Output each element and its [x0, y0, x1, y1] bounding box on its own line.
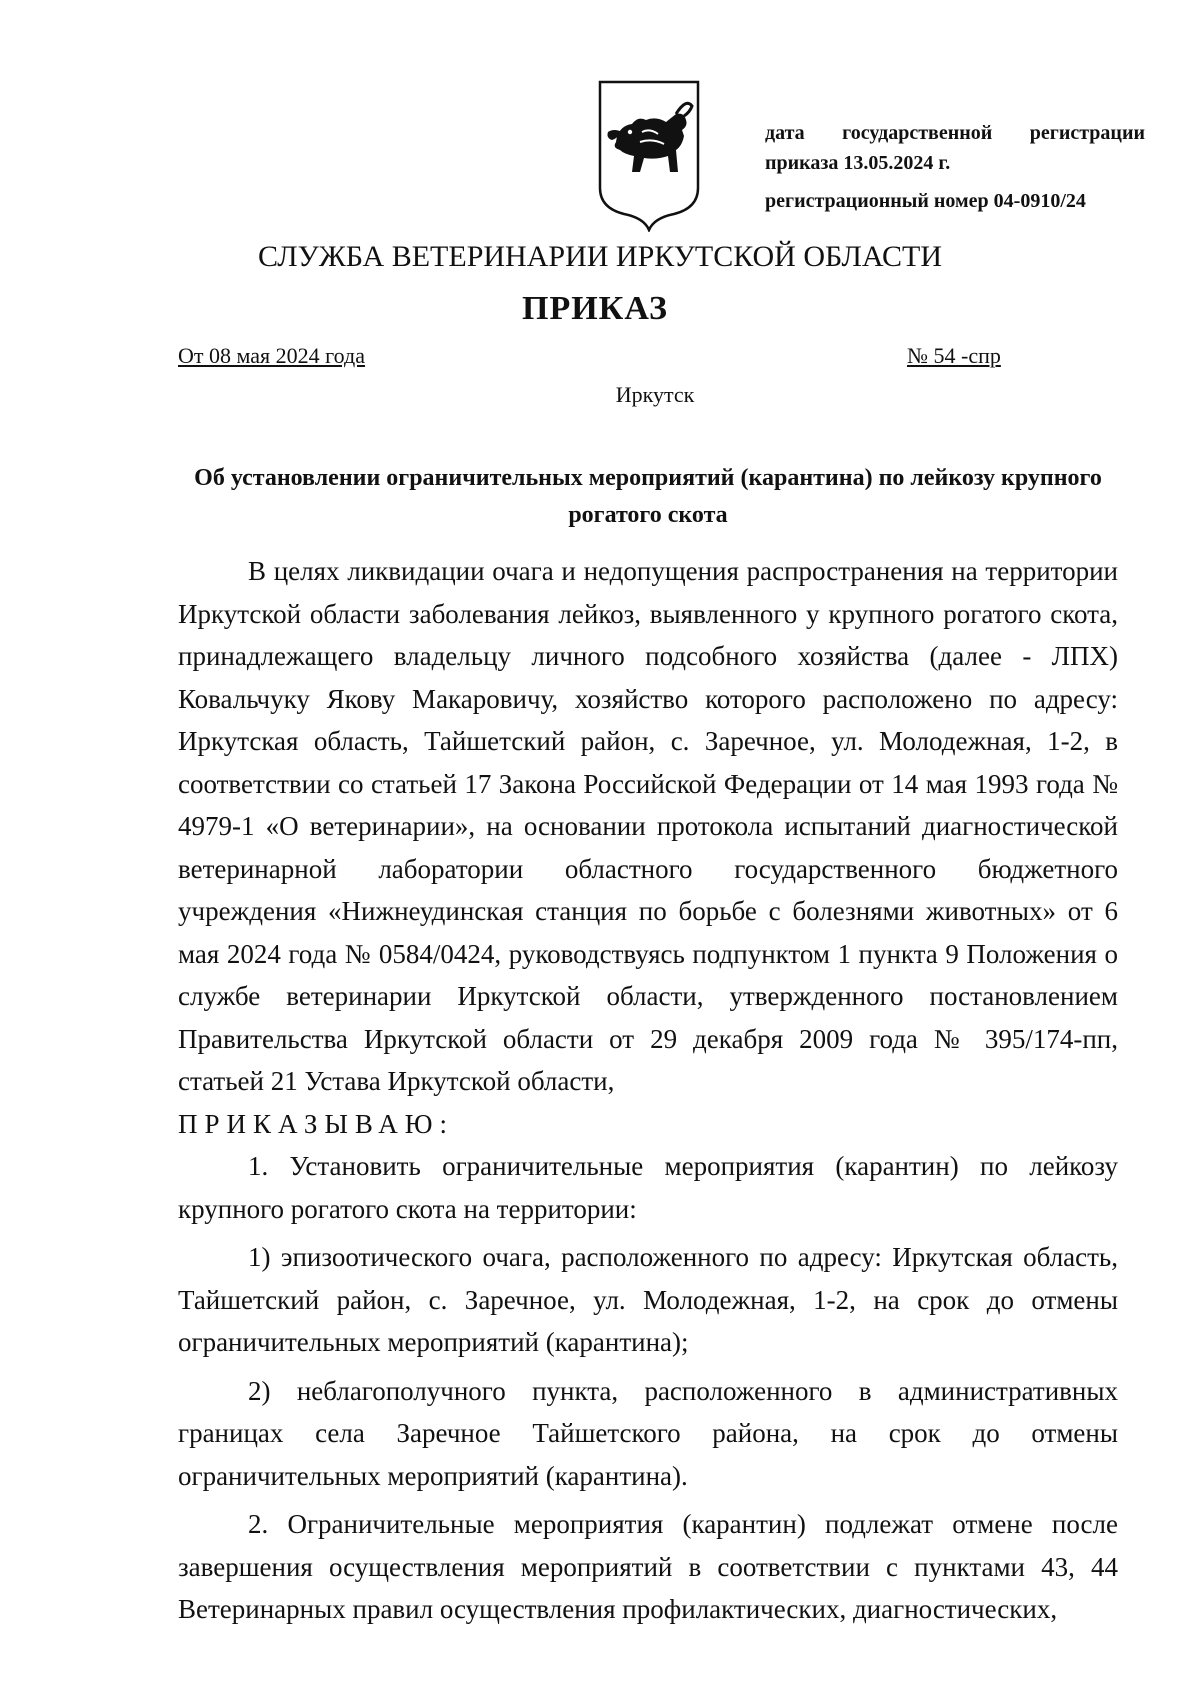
registration-date: приказа 13.05.2024 г. — [765, 152, 951, 174]
order-item-1: 1. Установить ограничительные мероприятия (карантин) по лейкозу крупного рогатого скота на территории: — [178, 1151, 1118, 1224]
order-body — [178, 550, 1118, 1631]
order-date: От 08 мая 2024 года — [178, 343, 365, 368]
preamble-paragraph: В целях ликвидации очага и недопущения распространения на территории Иркутской области заболевания лейкоз, выявленного у крупного рогатого скота, принадлежащего владельцу личного подсобного хозяйства (далее - ЛПХ) Ковальчуку Якову Макаровичу, хозяйство которого расположено по адресу: Иркутская область, Тайшетский район, с. Заречное, ул. Молодежная, 1-2, в соответствии со статьей 17 Закона Российской Федерации от 14 мая 1993 года № 4979-1 «О ветеринарии», на основании протокола испытаний диагностической ветеринарной лаборатории областного государственного бюджетного учреждения «Нижнеудинская станция по борьбе с болезнями животных» от 6 мая 2024 года № 0584/0424, руководствуясь подпунктом 1 пункта 9 Положения о службе ветеринарии Иркутской области, утвержденного постановлением Правительства Иркутской области от 29 декабря 2009 года № 395/174-пп, статьей 21 Устава Иркутской области, — [178, 556, 1118, 1096]
registration-number: регистрационный номер 04-0910/24 — [765, 190, 1086, 212]
registration-date-label: дата государственной регистрации — [765, 122, 1145, 144]
order-number: № 54 -спр — [907, 343, 1001, 368]
registration-block — [765, 118, 1145, 216]
order-directive: ПРИКАЗЫВАЮ: — [178, 1108, 454, 1139]
agency-name: СЛУЖБА ВЕТЕРИНАРИИ ИРКУТСКОЙ ОБЛАСТИ — [258, 240, 942, 273]
irkutsk-coat-of-arms-icon — [594, 80, 704, 232]
order-item-1-1: 1) эпизоотического очага, расположенного по адресу: Иркутская область, Тайшетский район, с. Заречное, ул. Молодежная, 1-2, на срок до отмены ограничительных мероприятий (карантина); — [178, 1242, 1118, 1357]
document-type: ПРИКАЗ — [522, 290, 668, 327]
order-subject: Об установлении ограничительных мероприятий (карантина) по лейкозу крупного рогатого скота — [194, 465, 1102, 528]
order-item-2: 2. Ограничительные мероприятия (карантин) подлежат отмене после завершения осуществления мероприятий в соответствии с пунктами 43, 44 Ветеринарных правил осуществления профилактических, диагностических, — [178, 1509, 1118, 1624]
order-item-1-2: 2) неблагополучного пункта, расположенного в административных границах села Заречное Тайшетского района, на срок до отмены ограничительных мероприятий (карантина). — [178, 1375, 1118, 1491]
issue-city: Иркутск — [615, 382, 695, 407]
